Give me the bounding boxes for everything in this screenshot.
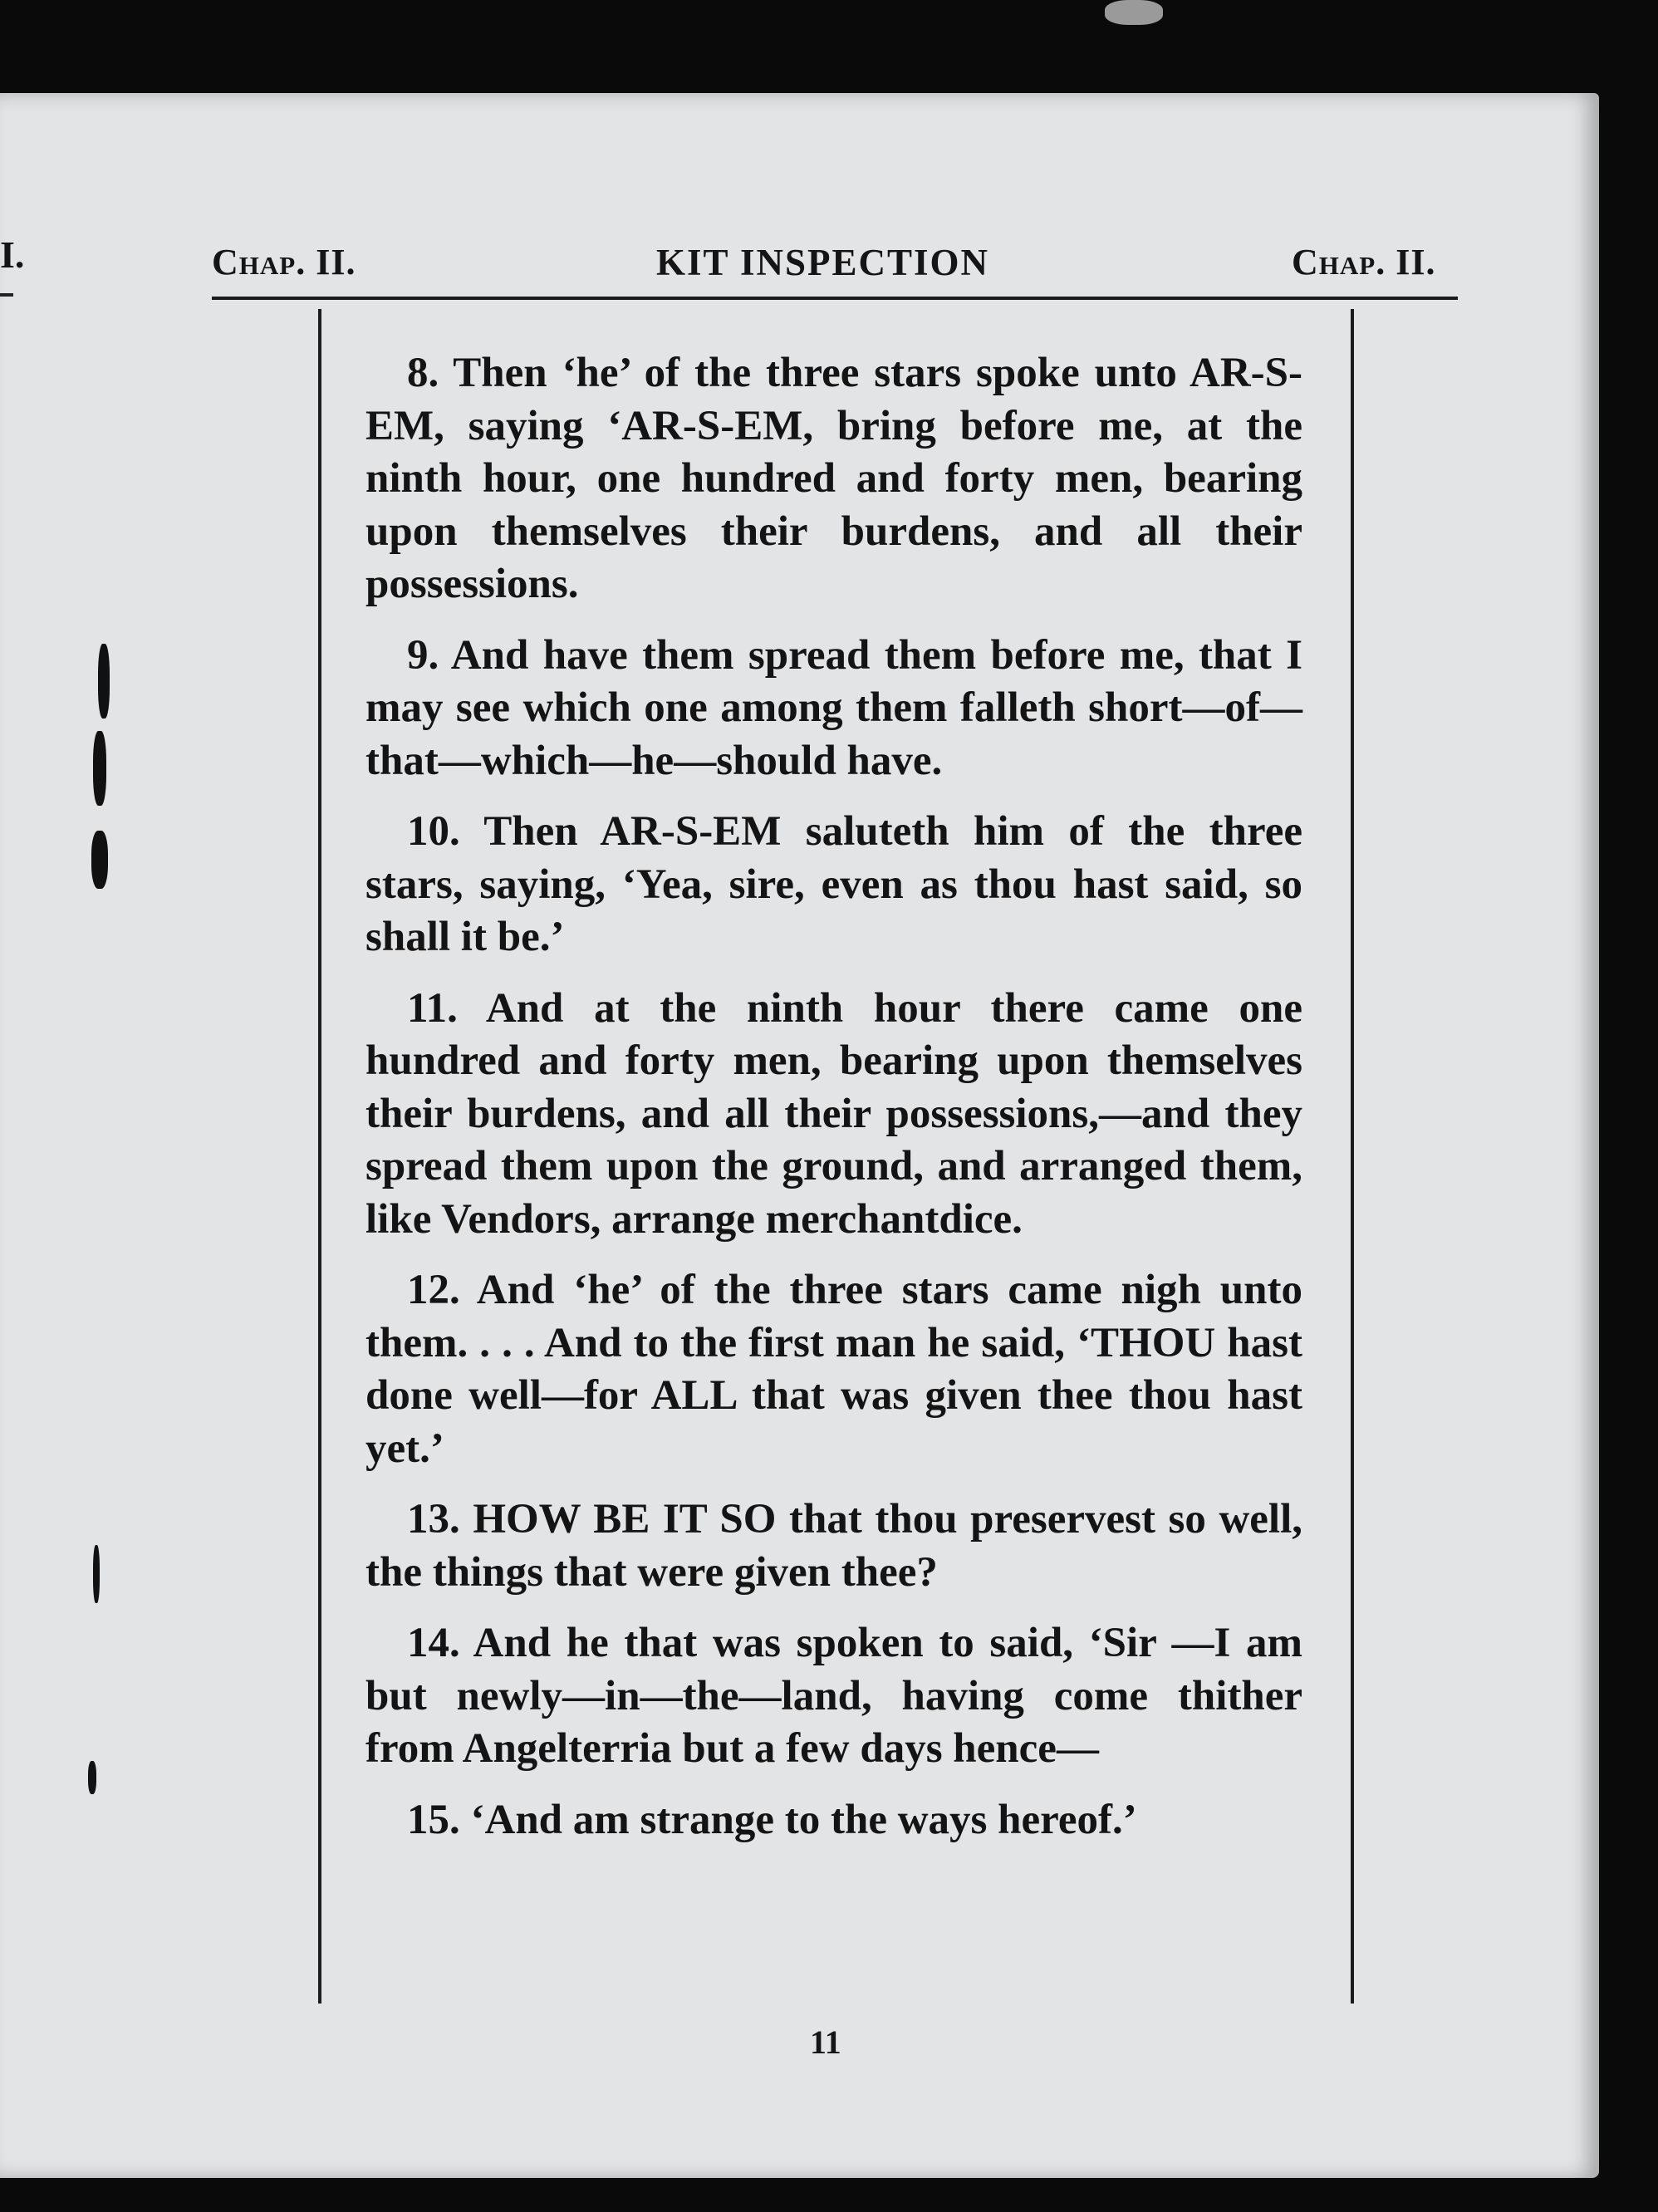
paragraph-13: 13. HOW BE IT SO that thou preservest so well, the things that were given thee? <box>365 1496 1302 1596</box>
paragraph-12: 12. And ‘he’ of the three stars came nigh unto them. . . . And to the first man he said, ‘THOU hast done well—for ALL that was given thee thou hast yet.’ <box>365 1267 1302 1472</box>
scan-artifact <box>98 644 110 719</box>
scan-artifact <box>91 831 108 889</box>
paragraph-9: 9. And have them spread them before me, that I may see which one among them falleth short—of—that—which—he—should have. <box>365 631 1302 784</box>
page-title: KIT INSPECTION <box>656 242 990 283</box>
chapter-label-right: Chap. II. <box>1292 242 1436 282</box>
page-number: 11 <box>810 2023 841 2061</box>
paragraph-11: 11. And at the ninth hour there came one hundred and forty men, bearing upon themselves their burdens, and all their possessions,—and they spread them upon the ground, and arranged them, like Vendors, arrange merchantdice. <box>365 984 1302 1243</box>
facing-page-rule <box>0 293 13 297</box>
chapter-label-left: Chap. II. <box>212 242 356 282</box>
paragraph-8: 8. Then ‘he’ of the three stars spoke unto AR-S-EM, saying ‘AR-S-EM, bring before me, at the ninth hour, one hundred and forty men, bearing upon themselves their burdens, and all their possessions. <box>365 350 1302 607</box>
paragraph-14: 14. And he that was spoken to said, ‘Sir —I am but newly—in—the—land, having come thither from Angelterria but a few days hence— <box>365 1620 1302 1772</box>
body-text <box>365 347 1302 1865</box>
scan-artifact <box>88 1761 96 1794</box>
left-column-rule <box>318 309 321 2004</box>
right-column-rule <box>1351 309 1354 2004</box>
facing-page-header-fragment: I. <box>0 233 25 276</box>
paragraph-10: 10. Then AR-S-EM saluteth him of the three stars, saying, ‘Yea, sire, even as thou hast said, so shall it be.’ <box>365 808 1302 960</box>
scan-artifact <box>93 731 106 806</box>
header-rule <box>212 297 1458 300</box>
scan-artifact <box>1105 0 1163 25</box>
paragraph-15: 15. ‘And am strange to the ways hereof.’ <box>407 1796 1137 1843</box>
scan-artifact <box>93 1545 100 1603</box>
